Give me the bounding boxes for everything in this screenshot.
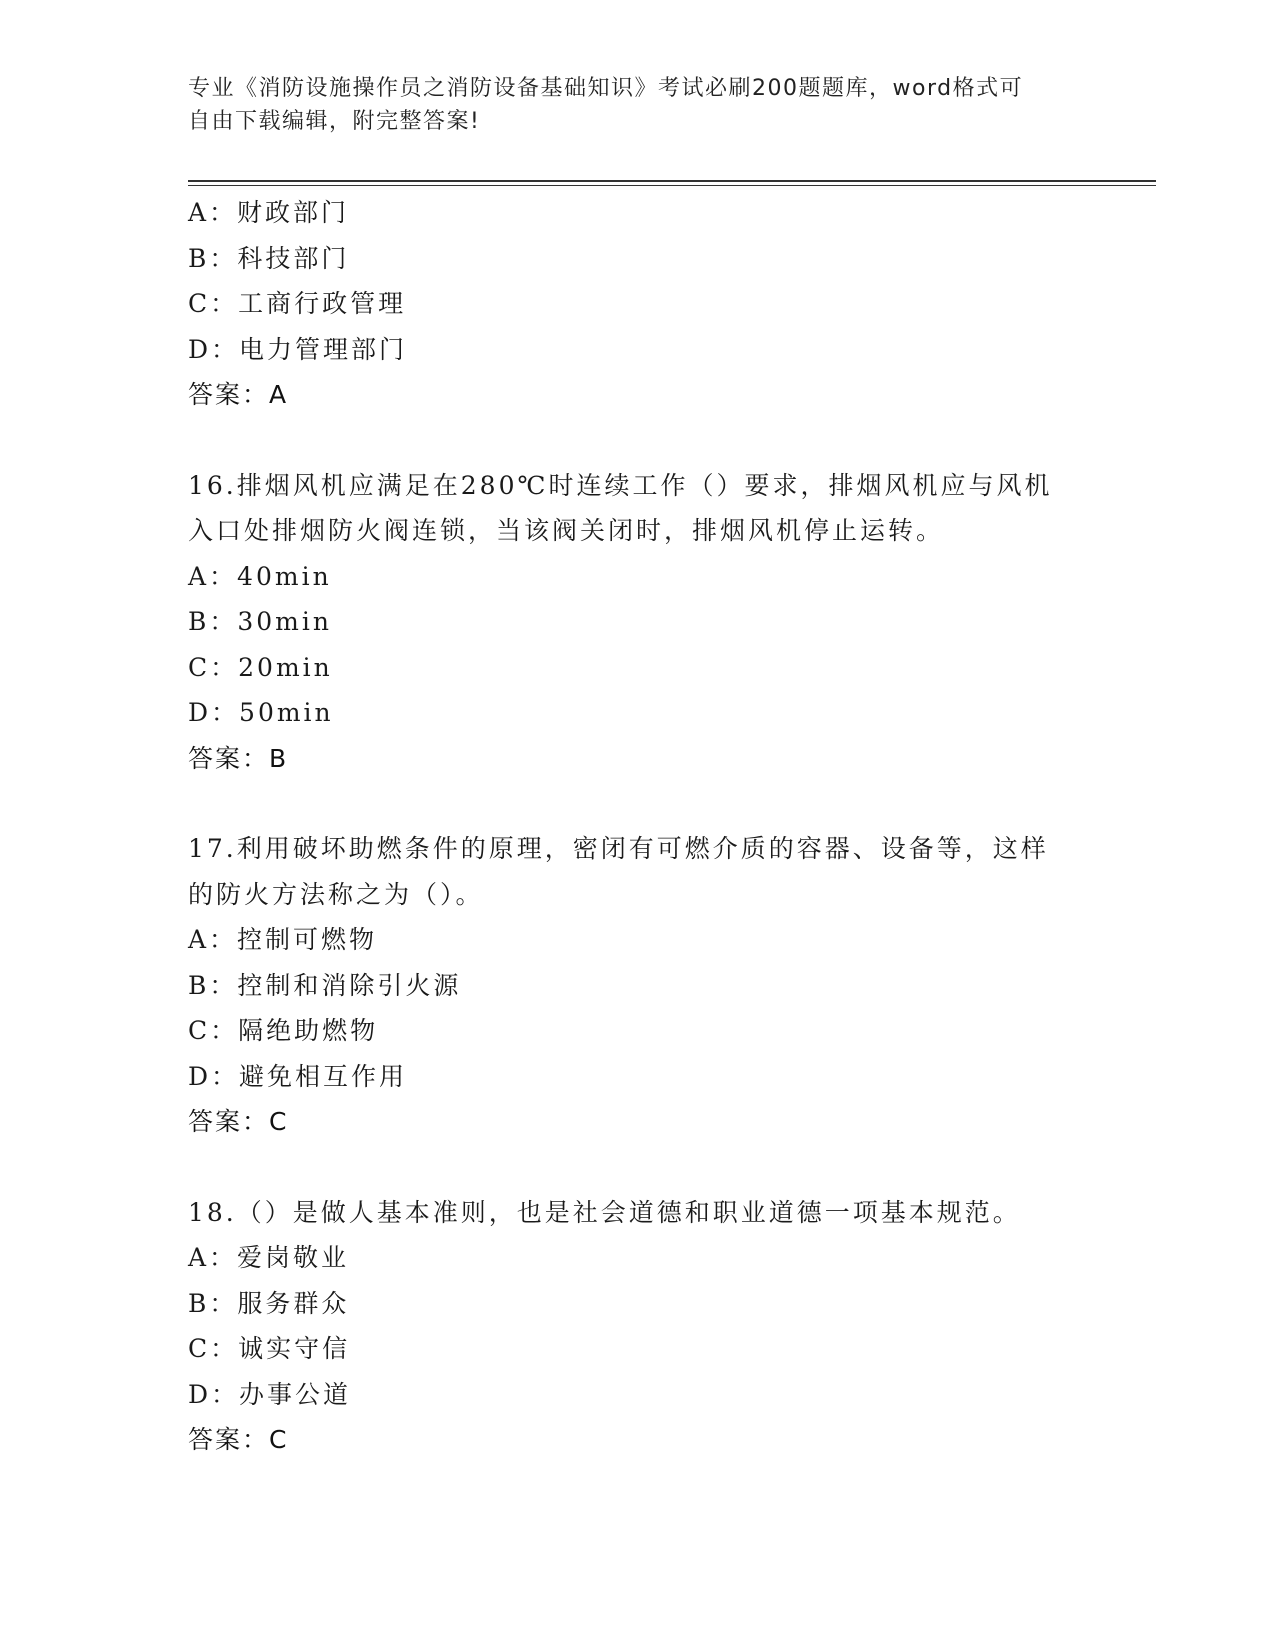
question-15-continued [188, 190, 1088, 418]
header-line-1: 专业《消防设施操作员之消防设备基础知识》考试必刷200题题库，word格式可 [188, 76, 1024, 101]
option-c: C：诚实守信 [188, 1334, 351, 1363]
option-d: D：避免相互作用 [188, 1061, 408, 1091]
option-c: C：工商行政管理 [188, 289, 407, 318]
question-stem-line-2: 的防火方法称之为（）。 [188, 879, 484, 909]
spacer [188, 781, 1088, 826]
answer: 答案：B [188, 743, 289, 773]
answer: 答案：C [188, 1425, 289, 1454]
question-stem-line-1: 16.排烟风机应满足在280℃时连续工作（）要求，排烟风机应与风机 [188, 470, 1053, 500]
question-list [188, 190, 1088, 1463]
option-c: C：20min [188, 652, 333, 682]
spacer [188, 418, 1088, 463]
answer: 答案：C [188, 1107, 289, 1136]
header-line-2: 自由下载编辑，附完整答案! [188, 109, 481, 134]
option-b: B：30min [188, 607, 332, 636]
option-d: D：电力管理部门 [188, 334, 408, 364]
question-stem-line-1: 18.（）是做人基本准则，也是社会道德和职业道德一项基本规范。 [188, 1197, 1021, 1227]
option-b: B：服务群众 [188, 1288, 350, 1318]
spacer [188, 1145, 1088, 1190]
question-16 [188, 463, 1088, 782]
header-divider [188, 180, 1156, 186]
option-a: A：控制可燃物 [188, 925, 378, 954]
option-d: D：50min [188, 698, 334, 727]
question-18 [188, 1190, 1088, 1463]
page-header [188, 72, 1088, 138]
question-stem-line-2: 入口处排烟防火阀连锁，当该阀关闭时，排烟风机停止运转。 [188, 516, 945, 545]
option-b: B：科技部门 [188, 243, 350, 273]
option-d: D：办事公道 [188, 1379, 352, 1409]
option-c: C：隔绝助燃物 [188, 1016, 379, 1045]
question-stem-line-1: 17.利用破坏助燃条件的原理，密闭有可燃介质的容器、设备等，这样 [188, 834, 1049, 863]
option-a: A：财政部门 [188, 198, 350, 227]
option-b: B：控制和消除引火源 [188, 970, 462, 1000]
option-a: A：爱岗敬业 [188, 1243, 350, 1272]
question-17 [188, 826, 1088, 1145]
answer: 答案：A [188, 380, 289, 409]
option-a: A：40min [188, 561, 332, 591]
